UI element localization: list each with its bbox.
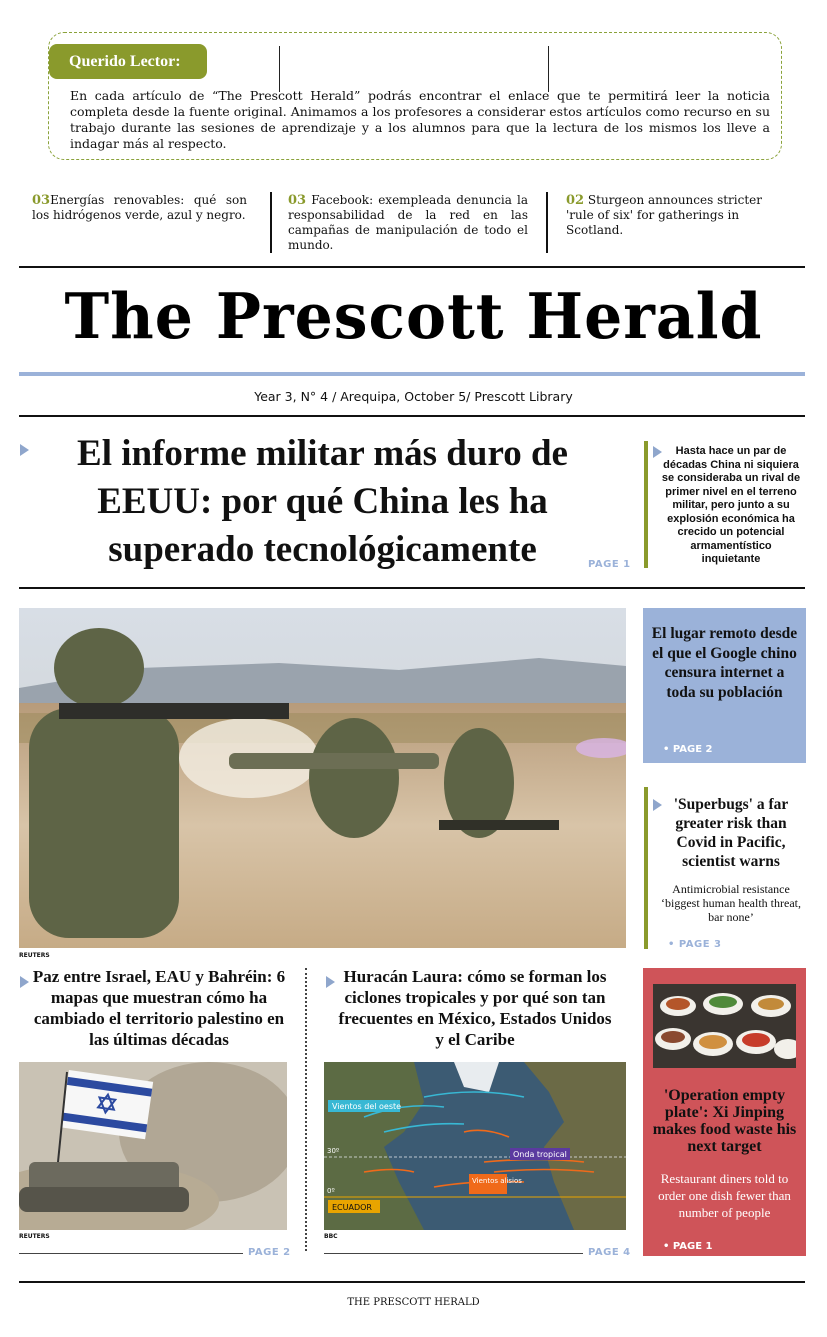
teaser-number: 02 (566, 193, 585, 208)
teaser-text: Facebook: exempleada denuncia la responsabilidad de la red en las campañas de manipulación de todo el mundo. (288, 193, 528, 252)
photo-credit: REUTERS (19, 952, 50, 959)
story-subtitle-superbugs: Antimicrobial resistance ‘biggest human health threat, bar none’ (661, 882, 801, 924)
map-label-30: 30º (327, 1147, 340, 1155)
main-photo (19, 608, 626, 948)
page-label[interactable]: • PAGE 3 (668, 939, 722, 950)
accent-bar (644, 787, 648, 949)
accent-bar (644, 441, 648, 568)
map-label-0: 0º (327, 1187, 335, 1195)
rule (19, 1281, 805, 1283)
masthead: The Prescott Herald (64, 280, 763, 354)
map-label-equator: ECUADOR (332, 1203, 372, 1212)
teaser-number: 03 (288, 193, 307, 208)
hurricane-map (324, 1062, 626, 1230)
column-divider (305, 968, 307, 1251)
photo-credit: BBC (324, 1233, 338, 1240)
story-card-food[interactable] (643, 968, 806, 1256)
page-label[interactable]: PAGE 2 (248, 1247, 291, 1258)
intro-label: Querido Lector: (49, 44, 207, 79)
rule (19, 415, 805, 417)
food-photo (653, 984, 796, 1068)
teaser-1[interactable] (32, 193, 247, 223)
photo-credit: REUTERS (19, 1233, 50, 1240)
bullet-triangle-icon (20, 444, 29, 456)
story-headline-israel[interactable]: Paz entre Israel, EAU y Bahréin: 6 mapas que muestran cómo ha cambiado el territorio palestino en las últimas décadas (32, 967, 286, 1049)
column-divider (546, 192, 548, 253)
teaser-text: Energías renovables: qué son los hidrógenos verde, azul y negro. (32, 193, 247, 222)
intro-text: En cada artículo de “The Prescott Herald” podrás encontrar el enlace que te permitirá leer la noticia completa desde la fuente original. Animamos a los profesores a considerar estos artículos como recurso en su trabajo durante las sesiones de aprendizaje y a los alumnos para que la lectura de los mismos los lleve a indagar más al respecto. (70, 88, 770, 151)
teaser-text: Sturgeon announces stricter 'rule of six' for gatherings in Scotland. (566, 193, 763, 237)
israel-photo (19, 1062, 287, 1230)
lead-headline[interactable]: El informe militar más duro de EEUU: por qué China les ha superado tecnológicamente (77, 433, 568, 570)
story-title-superbugs[interactable]: 'Superbugs' a far greater risk than Covid in Pacific, scientist warns (673, 796, 789, 870)
story-subtitle: Restaurant diners told to order one dish fewer than number of people (658, 1171, 791, 1220)
column-divider (270, 192, 272, 253)
page-label[interactable]: PAGE 4 (588, 1247, 631, 1258)
rule (19, 1253, 243, 1254)
masthead-rule (19, 372, 805, 376)
issue-line: Year 3, N° 4 / Arequipa, October 5/ Prescott Library (254, 389, 573, 404)
story-card-google[interactable] (643, 608, 806, 763)
page-label[interactable]: • PAGE 1 (663, 1241, 713, 1252)
decor-line (279, 46, 280, 92)
rule (19, 266, 805, 268)
lead-page-label[interactable]: PAGE 1 (588, 559, 631, 570)
footer: THE PRESCOTT HERALD (347, 1297, 480, 1308)
decor-line (548, 46, 549, 92)
teaser-number: 03 (32, 193, 51, 208)
story-title: 'Operation empty plate': Xi Jinping makes food waste his next target (652, 1087, 797, 1155)
story-headline-hurricane[interactable]: Huracán Laura: cómo se forman los ciclones tropicales y por qué son tan frecuentes en México, Estados Unidos y el Caribe (338, 967, 612, 1049)
rule (324, 1253, 583, 1254)
bullet-triangle-icon (326, 976, 335, 988)
map-label-tropical-wave: Onda tropical (513, 1150, 567, 1159)
map-label-trade-winds: Vientos alisios (472, 1177, 522, 1185)
story-title: El lugar remoto desde el que el Google chino censura internet a toda su población (651, 625, 798, 701)
teaser-2[interactable] (288, 193, 528, 253)
page-label[interactable]: • PAGE 2 (663, 744, 713, 755)
map-label-westerlies: Vientos del oeste (332, 1102, 402, 1111)
rule (19, 587, 805, 589)
lead-summary: Hasta hace un par de décadas China ni siquiera se consideraba un rival de primer nivel en el terreno militar, pero junto a su explosión económica ha crecido un potencial armamentístico inquietante (661, 445, 801, 565)
teaser-3[interactable] (566, 193, 791, 238)
